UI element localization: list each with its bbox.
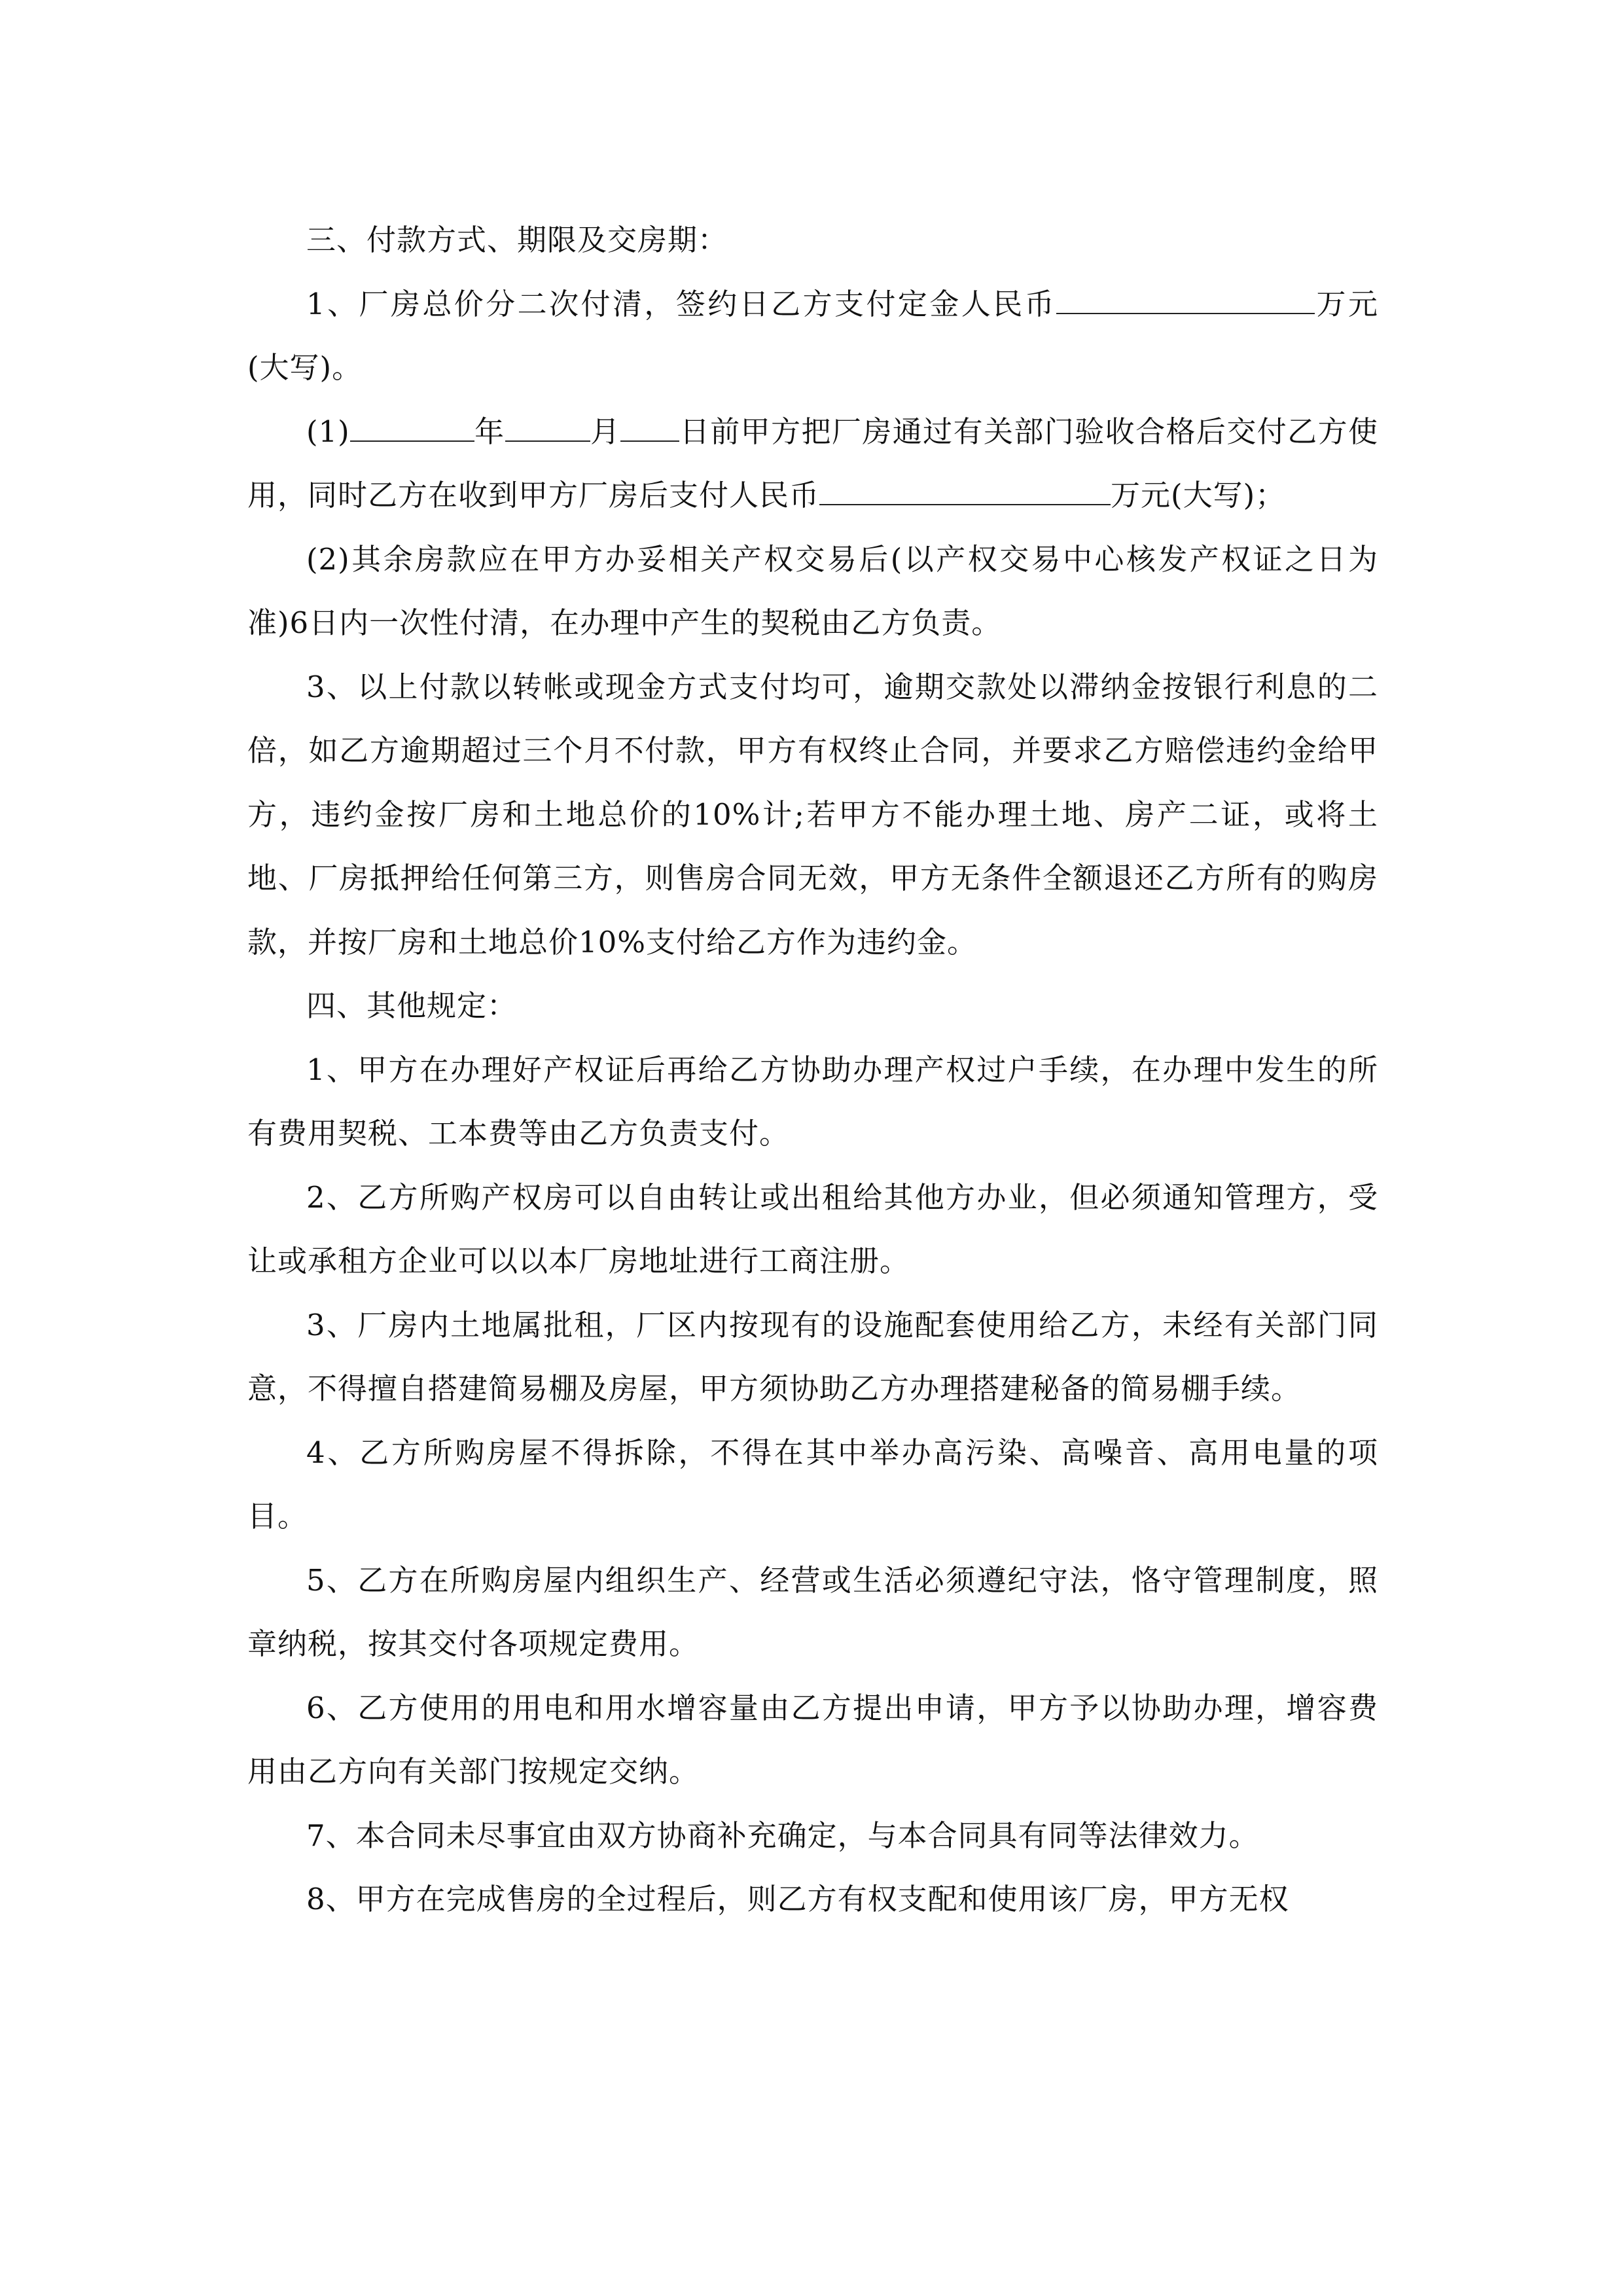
- rule-6-text: 6、乙方使用的用电和用水增容量由乙方提出申请，甲方予以协助办理，增容费用由乙方向有关部门按规定交纳。: [247, 1690, 1378, 1789]
- rule-4-text: 4、乙方所购房屋不得拆除，不得在其中举办高污染、高噪音、高用电量的项目。: [247, 1435, 1378, 1534]
- section-3-heading-text: 三、付款方式、期限及交房期：: [306, 223, 728, 257]
- sub-2-text: (2)其余房款应在甲方办妥相关产权交易后(以产权交易中心核发产权证之日为准)6日内一次性付清，在办理中产生的契税由乙方负责。: [247, 541, 1378, 640]
- deposit-amount-blank[interactable]: [1056, 287, 1315, 314]
- clause-1-sub-2: [247, 528, 1378, 655]
- rule-7-text: 7、本合同未尽事宜由双方协商补充确定，与本合同具有同等法律效力。: [306, 1818, 1259, 1853]
- section-4-heading-text: 四、其他规定：: [306, 988, 518, 1023]
- section-4-heading: [247, 974, 1378, 1038]
- clause-3-text: 3、以上付款以转帐或现金方式支付均可，逾期交款处以滞纳金按银行利息的二倍，如乙方逾期超过三个月不付款，甲方有权终止合同，并要求乙方赔偿违约金给甲方，违约金按厂房和土地总价的10%计;若甲方不能办理土地、房产二证，或将土地、厂房抵押给任何第三方，则售房合同无效，甲方无条件全额退还乙方所有的购房款，并按厂房和土地总价10%支付给乙方作为违约金。: [247, 669, 1378, 960]
- clause-1-sub-1: [247, 400, 1378, 528]
- rule-8: [247, 1867, 1378, 1931]
- sub-1-label: (1): [306, 414, 350, 449]
- clause-1-text: 1、厂房总价分二次付清，签约日乙方支付定金人民币: [306, 286, 1057, 321]
- year-label: 年: [474, 414, 505, 449]
- month-label: 月: [590, 414, 621, 449]
- rule-6: [247, 1676, 1378, 1804]
- rule-7: [247, 1804, 1378, 1868]
- rule-1: [247, 1038, 1378, 1166]
- rule-2: [247, 1166, 1378, 1293]
- rule-3: [247, 1293, 1378, 1421]
- rule-8-text: 8、甲方在完成售房的全过程后，则乙方有权支配和使用该厂房，甲方无权: [306, 1882, 1289, 1916]
- sub-1-unit: 万元(大写)；: [1111, 478, 1286, 512]
- rule-4: [247, 1421, 1378, 1549]
- payment-amount-blank[interactable]: [819, 478, 1111, 505]
- rule-5-text: 5、乙方在所购房屋内组织生产、经营或生活必须遵纪守法，恪守管理制度，照章纳税，按其交付各项规定费用。: [247, 1562, 1378, 1661]
- day-blank[interactable]: [620, 414, 679, 442]
- rule-1-text: 1、甲方在办理好产权证后再给乙方协助办理产权过户手续，在办理中发生的所有费用契税、工本费等由乙方负责支付。: [247, 1052, 1378, 1151]
- clause-1-unit: 万元(大写)。: [247, 286, 1378, 385]
- rule-2-text: 2、乙方所购产权房可以自由转让或出租给其他方办业，但必须通知管理方，受让或承租方企业可以以本厂房地址进行工商注册。: [247, 1179, 1378, 1278]
- clause-3: [247, 655, 1378, 975]
- rule-3-text: 3、厂房内土地属批租，厂区内按现有的设施配套使用给乙方，未经有关部门同意，不得擅自搭建简易棚及房屋，甲方须协助乙方办理搭建秘备的简易棚手续。: [247, 1307, 1378, 1406]
- sub-1-text: 日前甲方把厂房通过有关部门验收合格后交付乙方使用，同时乙方在收到甲方厂房后支付人民币: [247, 414, 1378, 512]
- contract-page: [247, 208, 1378, 1931]
- clause-1: [247, 272, 1378, 400]
- month-blank[interactable]: [505, 414, 590, 442]
- year-blank[interactable]: [350, 414, 474, 442]
- section-3-heading: [247, 208, 1378, 272]
- rule-5: [247, 1549, 1378, 1676]
